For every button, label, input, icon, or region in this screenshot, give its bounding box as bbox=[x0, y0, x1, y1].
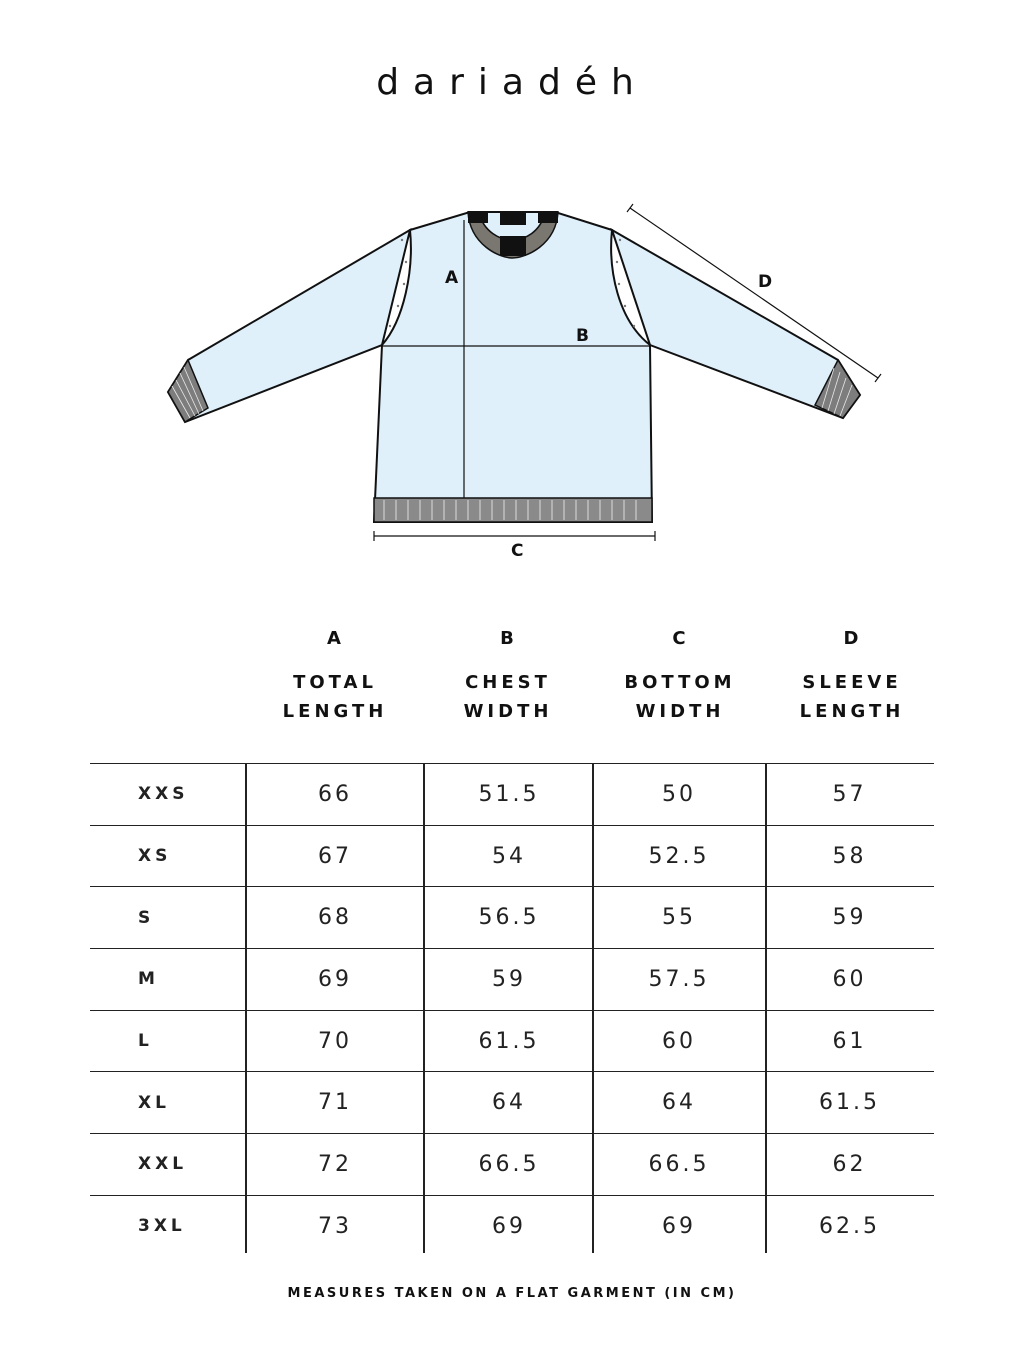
value-a: 67 bbox=[318, 843, 352, 869]
value-d: 58 bbox=[832, 843, 867, 869]
label-c: C bbox=[511, 541, 524, 561]
value-a: 66 bbox=[318, 781, 352, 807]
size-label: S bbox=[138, 907, 155, 928]
column-header-b bbox=[418, 628, 598, 726]
value-b: 51.5 bbox=[478, 781, 540, 807]
value-c: 64 bbox=[662, 1090, 696, 1116]
size-label: L bbox=[138, 1031, 153, 1052]
left-sleeve bbox=[168, 230, 410, 422]
value-a: 73 bbox=[318, 1213, 352, 1239]
size-label: XS bbox=[138, 846, 172, 867]
column-name-line2: WIDTH bbox=[463, 701, 553, 722]
column-divider bbox=[245, 763, 247, 1253]
column-name-line2: WIDTH bbox=[635, 701, 725, 722]
table-row bbox=[90, 948, 934, 1010]
value-c: 66.5 bbox=[648, 1151, 710, 1177]
value-c: 60 bbox=[662, 1028, 696, 1054]
value-d: 61.5 bbox=[819, 1090, 880, 1116]
sweater-diagram bbox=[0, 0, 1024, 600]
value-a: 70 bbox=[318, 1028, 352, 1054]
value-a: 72 bbox=[318, 1151, 352, 1177]
column-header-d bbox=[762, 628, 942, 726]
value-a: 68 bbox=[318, 905, 352, 931]
value-a: 69 bbox=[318, 966, 352, 992]
label-b: B bbox=[576, 326, 589, 346]
value-b: 56.5 bbox=[478, 905, 540, 931]
size-label: XXL bbox=[138, 1154, 188, 1175]
brand-logo: dariadéh bbox=[376, 62, 648, 103]
value-a: 71 bbox=[318, 1090, 352, 1116]
column-header-c bbox=[590, 628, 770, 726]
value-d: 62.5 bbox=[819, 1213, 880, 1239]
label-d: D bbox=[758, 272, 773, 292]
column-name-line2: LENGTH bbox=[799, 701, 905, 722]
column-letter: D bbox=[843, 628, 861, 649]
column-name-line1: CHEST bbox=[465, 672, 551, 693]
column-letter: A bbox=[327, 628, 343, 649]
footnote: MEASURES TAKEN ON A FLAT GARMENT (IN CM) bbox=[287, 1286, 737, 1301]
value-d: 57 bbox=[832, 781, 867, 807]
value-b: 61.5 bbox=[478, 1028, 540, 1054]
size-label: M bbox=[138, 969, 159, 990]
value-b: 66.5 bbox=[478, 1151, 540, 1177]
value-d: 60 bbox=[832, 966, 867, 992]
value-d: 61 bbox=[832, 1028, 867, 1054]
column-letter: C bbox=[672, 628, 688, 649]
table-row bbox=[90, 1071, 934, 1133]
value-b: 69 bbox=[492, 1213, 526, 1239]
column-header-a bbox=[245, 628, 425, 726]
size-label: 3XL bbox=[138, 1216, 186, 1237]
column-name-line1: SLEEVE bbox=[802, 672, 902, 693]
value-c: 50 bbox=[662, 781, 696, 807]
value-c: 69 bbox=[662, 1213, 696, 1239]
value-c: 55 bbox=[662, 905, 696, 931]
table-row bbox=[90, 763, 934, 825]
value-b: 59 bbox=[492, 966, 526, 992]
value-c: 57.5 bbox=[648, 966, 710, 992]
label-a: A bbox=[445, 268, 459, 288]
table-row bbox=[90, 1010, 934, 1072]
column-divider bbox=[423, 763, 425, 1253]
column-divider bbox=[592, 763, 594, 1253]
value-c: 52.5 bbox=[648, 843, 710, 869]
table-row bbox=[90, 886, 934, 948]
column-letter: B bbox=[500, 628, 516, 649]
table-row bbox=[90, 825, 934, 887]
table-row bbox=[90, 1133, 934, 1195]
value-b: 64 bbox=[492, 1090, 526, 1116]
value-b: 54 bbox=[492, 843, 526, 869]
value-d: 62 bbox=[832, 1151, 867, 1177]
table-row bbox=[90, 1195, 934, 1257]
column-name-line1: BOTTOM bbox=[624, 672, 736, 693]
size-label: XL bbox=[138, 1092, 170, 1113]
hem-rib bbox=[374, 498, 652, 522]
size-label: XXS bbox=[138, 784, 189, 805]
column-name-line1: TOTAL bbox=[293, 672, 377, 693]
column-name-line2: LENGTH bbox=[282, 701, 388, 722]
value-d: 59 bbox=[832, 905, 867, 931]
size-table bbox=[90, 763, 934, 1257]
column-divider bbox=[765, 763, 767, 1253]
